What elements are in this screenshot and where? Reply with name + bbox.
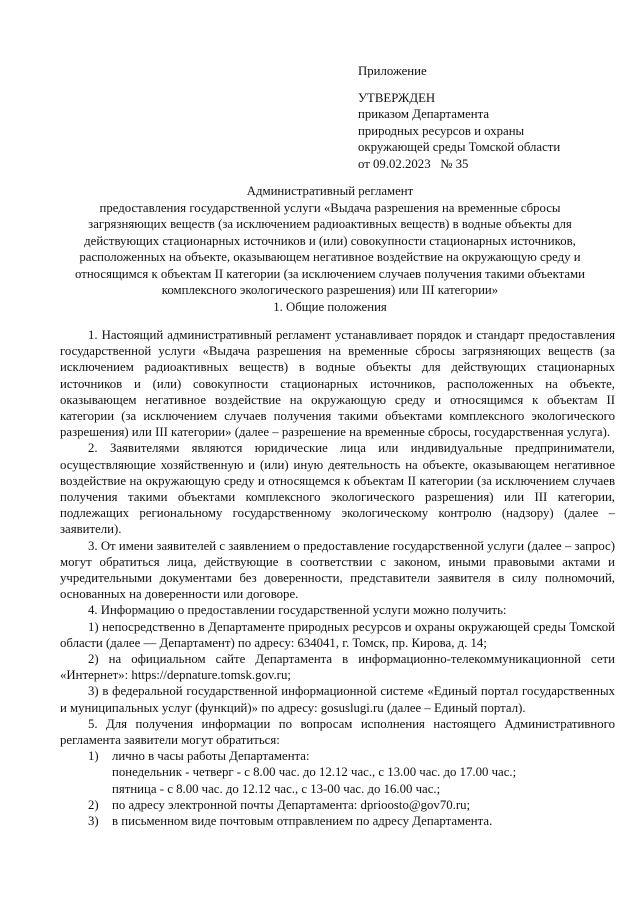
document-body xyxy=(60,327,615,829)
paragraph-4-item-2: 2) на официальном сайте Департамента в информационно-телекоммуникационной сети «Интернет»: https://depnature.tomsk.gov.ru; xyxy=(60,652,615,683)
approval-stamp xyxy=(358,63,618,172)
paragraph-4-item-3: 3) в федеральной государственной информационной системе «Единый портал государственных и муниципальных услуг (функций)» по адресу: gosuslugi.ru (далее – Единый портал). xyxy=(60,684,615,715)
paragraph-5-item-2 xyxy=(60,797,615,813)
paragraph-5: 5. Для получения информации по вопросам исполнения настоящего Административного регламента заявители могут обратиться: xyxy=(60,716,615,748)
item-number: 3) xyxy=(88,814,99,829)
paragraph-5-item-3 xyxy=(60,813,615,829)
regulation-heading: Административный регламент xyxy=(246,184,414,198)
schedule-friday: пятница - с 8.00 час. до 12.12 час., с 13-00 час. до 16.00 час.; xyxy=(112,781,441,796)
regulation-name: предоставления государственной услуги «Выдача разрешения на временные сбросы загрязняющих веществ (за исключением радиоактивных веществ) в водные объекты для действующих стационарных источников и (или) совокупности стационарных источников, расположенных на объекте, оказывающем негативное воздействие на окружающую среду и относящимся к объектам II категории (за исключением случаев получения такими объектами комплексного экологического разрешения) или III категории» xyxy=(75,200,585,297)
section-heading: 1. Общие положения xyxy=(273,300,387,314)
approved-label: УТВЕРЖДЕН xyxy=(358,90,436,105)
item-text: в письменном виде почтовым отправлением по адресу Департамента. xyxy=(112,814,493,829)
approval-line-2: природных ресурсов и охраны xyxy=(358,123,525,138)
item-text: лично в часы работы Департамента: xyxy=(112,749,310,764)
item-number: 2) xyxy=(88,797,99,812)
item-number: 1) xyxy=(88,749,99,764)
paragraph-3: 3. От имени заявителей с заявлением о предоставление государственной услуги (далее – запрос) могут обратиться лица, действующие в соответствии с законом, иными правовыми актами и учредительными документами без доверенности, представители заявителя в силу полномочий, основанных на доверенности или договоре. xyxy=(60,538,615,602)
paragraph-2: 2. Заявителями являются юридические лица или индивидуальные предприниматели, осуществляющие хозяйственную и (или) иную деятельность на объекте, оказывающем негативное воздействие на окружающую среду и относящемся к объектам II категории (за исключением случаев получения такими объектами комплексного экологического разрешения) или III категории, подлежащих региональному государственному экологическому контролю (надзору) (далее – заявители). xyxy=(60,441,615,537)
approval-line-3: окружающей среды Томской области xyxy=(358,140,561,154)
paragraph-4: 4. Информацию о предоставлении государственной услуги можно получить: xyxy=(88,603,507,618)
regulation-title xyxy=(60,183,600,299)
paragraph-1: 1. Настоящий административный регламент устанавливает порядок и стандарт предоставления государственной услуги «Выдача разрешения на временные сбросы загрязняющих веществ (за исключением радиоактивных веществ) в водные объекты для действующих стационарных источников и (или) совокупности стационарных источников, расположенных на объекте, оказывающем негативное воздействие на окружающую среду и относящимся к объектам II категории (за исключением случаев получения такими объектами комплексного экологического разрешения) или III категории» (далее – разрешение на временные сбросы, государственная услуга). xyxy=(60,328,615,440)
item-text: по адресу электронной почты Департамента: dprioosto@gov70.ru; xyxy=(112,797,471,812)
paragraph-5-item-1 xyxy=(60,748,615,764)
approval-line-1: приказом Департамента xyxy=(358,107,490,121)
paragraph-4-item-1: 1) непосредственно в Департаменте природных ресурсов и охраны окружающей среды Томской области (далее — Департамент) по адресу: 634041, г. Томск, пр. Кирова, д. 14; xyxy=(60,619,615,650)
approval-date-number: от 09.02.2023 № 35 xyxy=(358,156,469,171)
appendix-label: Приложение xyxy=(358,64,427,78)
schedule-weekdays: понедельник - четверг - с 8.00 час. до 12.12 час., с 13.00 час. до 17.00 час.; xyxy=(112,765,517,780)
